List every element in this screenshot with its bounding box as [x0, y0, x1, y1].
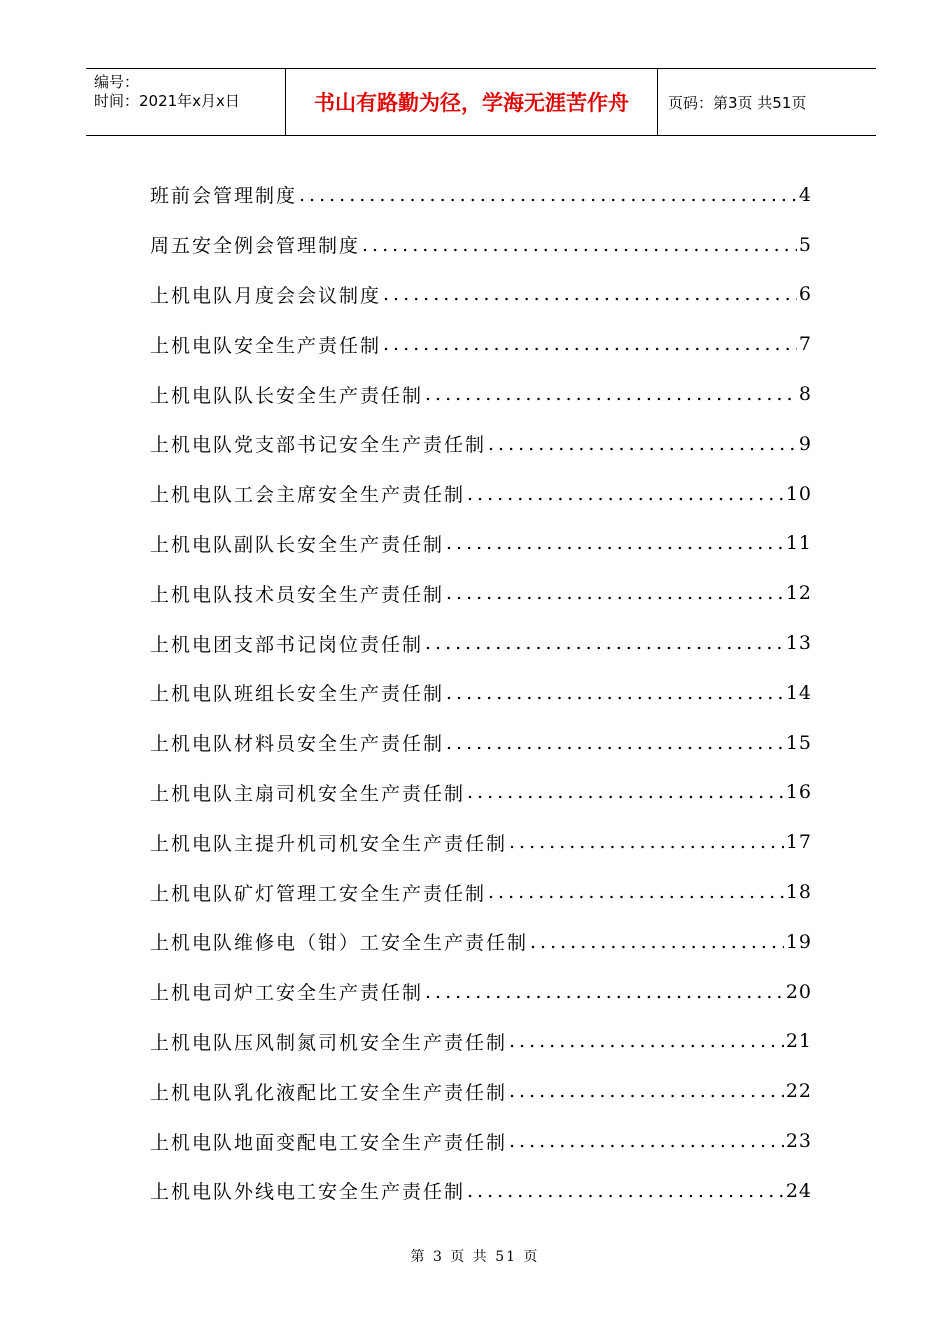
toc-entry-page: 20 — [785, 980, 812, 1003]
toc-entry[interactable] — [150, 170, 812, 220]
toc-entry[interactable] — [150, 419, 812, 469]
toc-entry-page: 24 — [785, 1179, 812, 1202]
toc-entry-title: 上机电队外线电工安全生产责任制 — [150, 1181, 466, 1204]
toc-leader-dots — [383, 283, 797, 305]
toc-entry-title: 上机电队乳化液配比工安全生产责任制 — [150, 1081, 508, 1104]
toc-entry-page: 10 — [785, 482, 812, 505]
toc-entry-page: 17 — [785, 831, 812, 854]
toc-entry-title: 上机电队副队长安全生产责任制 — [150, 533, 445, 556]
toc-entry-title: 上机电队工会主席安全生产责任制 — [150, 484, 466, 507]
toc-leader-dots — [509, 831, 784, 853]
toc-entry-title: 上机电队党支部书记安全生产责任制 — [150, 434, 487, 457]
toc-leader-dots — [299, 184, 797, 206]
toc-leader-dots — [446, 532, 784, 554]
toc-entry-title: 上机电队地面变配电工安全生产责任制 — [150, 1131, 508, 1154]
toc-entry-page: 14 — [785, 681, 812, 704]
toc-leader-dots — [488, 433, 797, 455]
toc-entry-title: 上机电队队长安全生产责任制 — [150, 384, 424, 407]
toc-entry-page: 18 — [785, 881, 812, 904]
toc-entry-page: 15 — [785, 731, 812, 754]
toc-entry-title: 周五安全例会管理制度 — [150, 235, 361, 258]
toc-entry[interactable] — [150, 319, 812, 369]
toc-entry-title: 上机电队主提升机司机安全生产责任制 — [150, 832, 508, 855]
toc-entry-title: 上机电队主扇司机安全生产责任制 — [150, 782, 466, 805]
toc-leader-dots — [425, 981, 784, 1003]
toc-entry[interactable] — [150, 817, 812, 867]
page-footer: 第 3 页 共 51 页 — [410, 1249, 540, 1265]
toc-leader-dots — [509, 1030, 784, 1052]
toc-entry-title: 上机电团支部书记岗位责任制 — [150, 633, 424, 656]
toc-entry-title: 上机电队月度会会议制度 — [150, 284, 382, 307]
page-header — [86, 68, 876, 136]
toc-entry[interactable] — [150, 1017, 812, 1067]
toc-entry[interactable] — [150, 1166, 812, 1216]
toc-entry-page: 22 — [785, 1080, 812, 1103]
toc-entry[interactable] — [150, 220, 812, 270]
header-motto: 书山有路勤为径，学海无涯苦作舟 — [286, 69, 658, 135]
toc-entry-page: 11 — [785, 532, 812, 555]
header-time: 时间：2021年x月x日 — [94, 92, 240, 110]
toc-leader-dots — [362, 234, 797, 256]
toc-entry-page: 5 — [798, 233, 812, 256]
toc-leader-dots — [446, 732, 784, 754]
toc-entry-title: 上机电队安全生产责任制 — [150, 334, 382, 357]
toc-entry[interactable] — [150, 469, 812, 519]
toc-entry[interactable] — [150, 1066, 812, 1116]
toc-entry-page: 19 — [785, 930, 812, 953]
toc-entry[interactable] — [150, 867, 812, 917]
toc-leader-dots — [467, 483, 784, 505]
toc-entry-page: 9 — [798, 432, 812, 455]
toc-entry-page: 6 — [798, 283, 812, 306]
toc-leader-dots — [467, 781, 784, 803]
toc-entry-page: 7 — [798, 333, 812, 356]
toc-entry[interactable] — [150, 369, 812, 419]
toc-entry-title: 上机电队材料员安全生产责任制 — [150, 733, 445, 756]
toc-leader-dots — [425, 383, 797, 405]
toc-leader-dots — [446, 582, 784, 604]
toc-entry-title: 上机电队维修电（钳）工安全生产责任制 — [150, 932, 529, 955]
toc-entry-page: 8 — [798, 383, 812, 406]
toc-entry-page: 16 — [785, 781, 812, 804]
toc-leader-dots — [383, 333, 797, 355]
toc-entry-title: 班前会管理制度 — [150, 185, 298, 208]
toc-entry[interactable] — [150, 967, 812, 1017]
toc-entry-page: 23 — [785, 1130, 812, 1153]
toc-entry-title: 上机电司炉工安全生产责任制 — [150, 982, 424, 1005]
toc-entry-title: 上机电队矿灯管理工安全生产责任制 — [150, 882, 487, 905]
toc-entry-title: 上机电队压风制氮司机安全生产责任制 — [150, 1031, 508, 1054]
toc-entry-page: 4 — [798, 183, 812, 206]
toc-entry[interactable] — [150, 768, 812, 818]
toc-leader-dots — [509, 1130, 784, 1152]
toc-entry[interactable] — [150, 519, 812, 569]
toc-entry-page: 12 — [785, 582, 812, 605]
toc-entry[interactable] — [150, 718, 812, 768]
toc-leader-dots — [488, 881, 784, 903]
table-of-contents — [150, 170, 812, 1216]
toc-entry-title: 上机电队技术员安全生产责任制 — [150, 583, 445, 606]
toc-leader-dots — [467, 1180, 784, 1202]
header-page-info: 页码：第3页 共51页 — [668, 93, 807, 112]
toc-entry[interactable] — [150, 568, 812, 618]
toc-entry[interactable] — [150, 270, 812, 320]
toc-entry[interactable] — [150, 668, 812, 718]
toc-leader-dots — [530, 931, 784, 953]
toc-entry-page: 13 — [785, 632, 812, 655]
toc-entry[interactable] — [150, 618, 812, 668]
toc-leader-dots — [509, 1080, 784, 1102]
toc-leader-dots — [425, 632, 784, 654]
header-meta — [86, 69, 286, 135]
header-number: 编号： — [94, 73, 140, 91]
toc-entry[interactable] — [150, 1116, 812, 1166]
toc-entry-page: 21 — [785, 1030, 812, 1053]
toc-entry[interactable] — [150, 917, 812, 967]
toc-entry-title: 上机电队班组长安全生产责任制 — [150, 683, 445, 706]
toc-leader-dots — [446, 682, 784, 704]
